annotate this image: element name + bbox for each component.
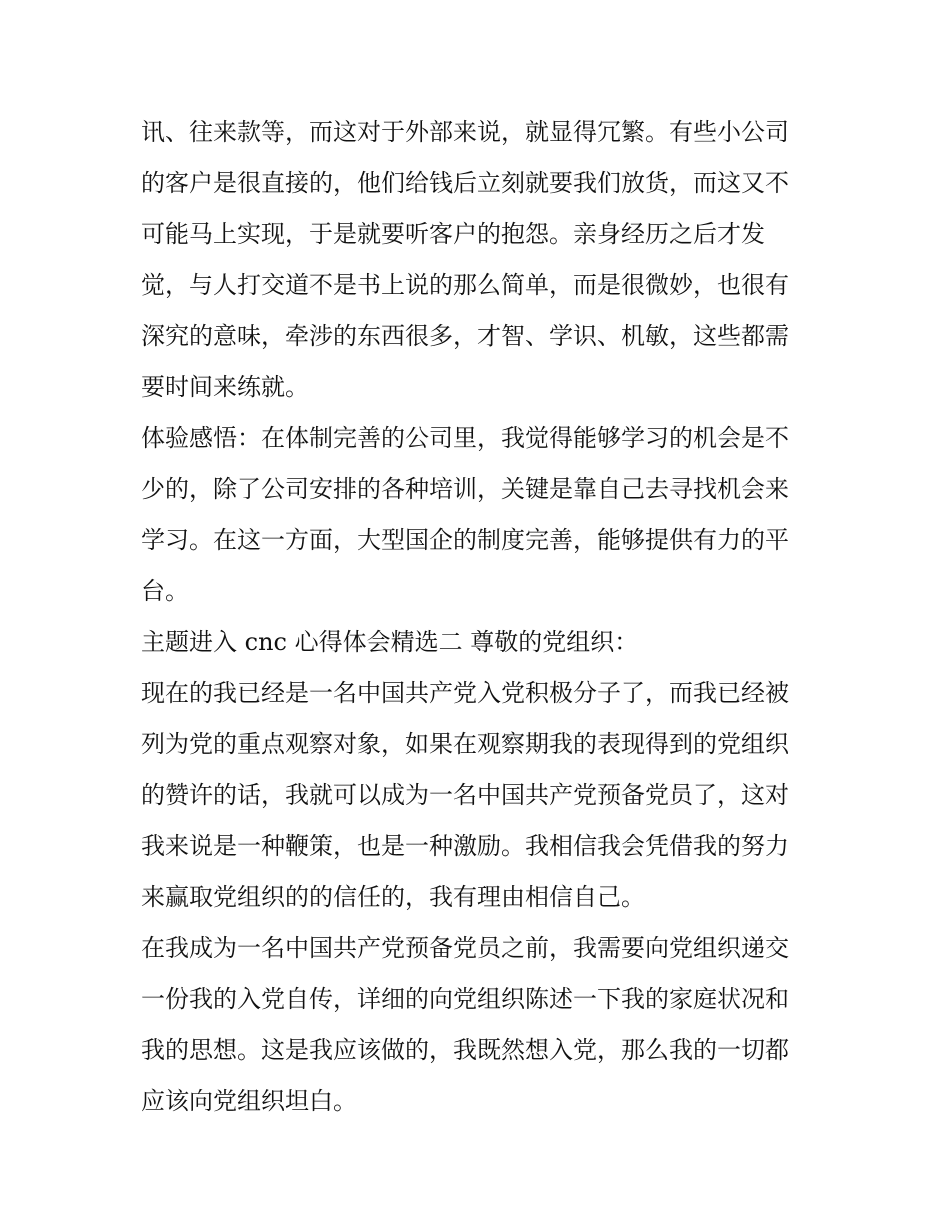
paragraph-2: 体验感悟：在体制完善的公司里，我觉得能够学习的机会是不 少的，除了公司安排的各种培训，关键是靠自己去寻找机会来 学习。在这一方面，大型国企的制度完善，能够提供有力的平 台。: [141, 424, 789, 605]
paragraph-1: 讯、往来款等，而这对于外部来说，就显得冗繁。有些小公司 的客户是很直接的，他们给钱后立刻就要我们放货，而这又不 可能马上实现，于是就要听客户的抱怨。亲身经历之后才发 觉，与人打交道不是书上说的那么简单，而是很微妙，也很有 深究的意味，牵涉的东西很多，才智、学识、机敏，这些都需 要时间来练就。: [141, 118, 789, 401]
document-body: [141, 107, 816, 1127]
paragraph-5: 在我成为一名中国共产党预备党员之前，我需要向党组织递交 一份我的入党自传，详细的向党组织陈述一下我的家庭状况和 我的思想。这是我应该做的，我既然想入党，那么我的一切都 应该向党组织坦白。: [141, 934, 789, 1115]
paragraph-3-heading: 主题进入 cnc 心得体会精选二 尊敬的党组织：: [141, 628, 639, 656]
paragraph-4: 现在的我已经是一名中国共产党入党积极分子了，而我已经被 列为党的重点观察对象，如果在观察期我的表现得到的党组织 的赞许的话，我就可以成为一名中国共产党预备党员了，这对 我来说是一种鞭策，也是一种激励。我相信我会凭借我的努力 来赢取党组织的的信任的，我有理由相信自己。: [141, 679, 789, 911]
